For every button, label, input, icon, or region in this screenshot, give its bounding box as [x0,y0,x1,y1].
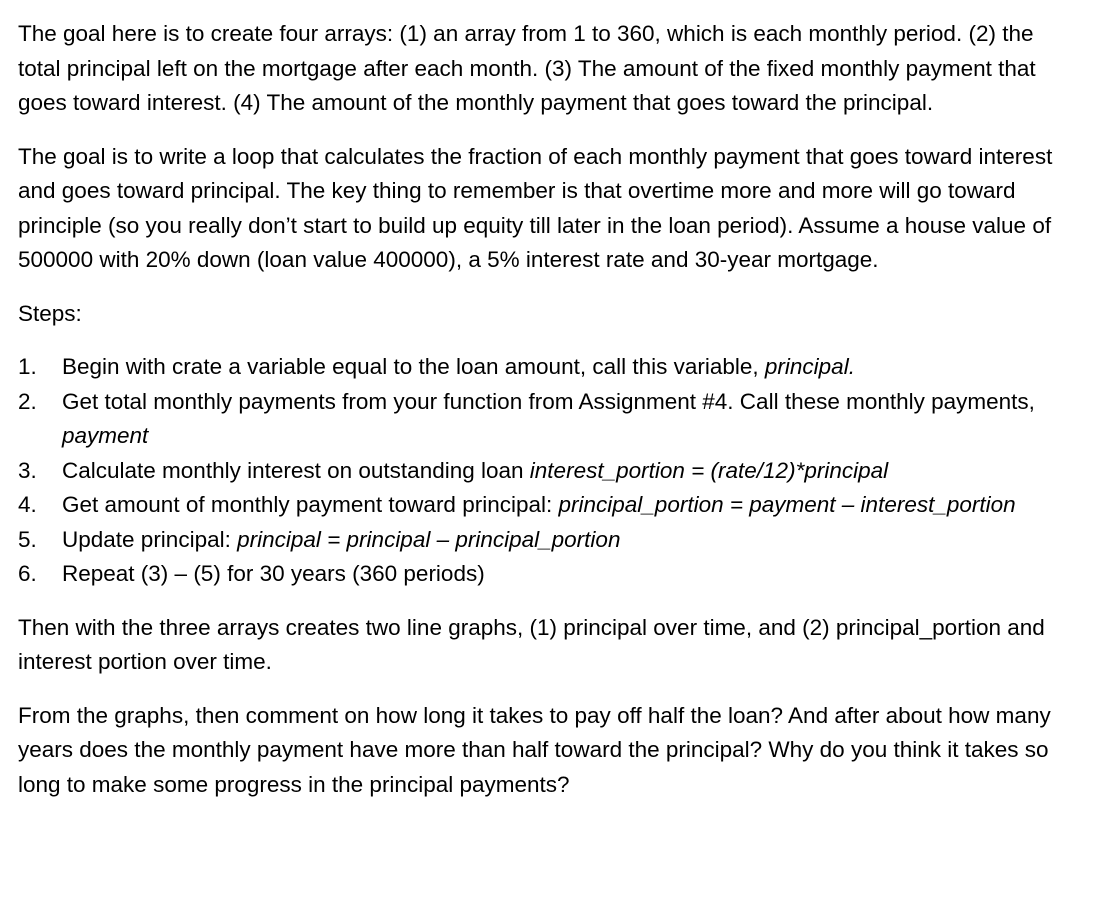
step-text: Repeat (3) – (5) for 30 years (360 periods) [62,561,485,586]
step-item [18,454,1062,489]
step-item [18,385,1062,454]
step-formula: interest_portion = (rate/12)*principal [529,457,889,483]
step-variable: payment [62,423,149,448]
questions-paragraph: From the graphs, then comment on how long it takes to pay off half the loan? And after about how many years does the monthly payment have more than half toward the principal? Why do you think it takes so long to make some progress in the principal payments? [18,702,1051,797]
step-text: Update principal: [62,526,238,552]
step-number: 2. [18,388,37,414]
step-text: Calculate monthly interest on outstanding loan [62,457,530,483]
step-number: 5. [18,526,37,552]
step-number: 4. [18,492,37,517]
step-number: 3. [18,457,37,483]
step-item [18,557,1062,592]
step-item [18,523,1062,558]
step-formula: principal_portion = payment – interest_portion [558,492,1016,517]
step-text: Begin with crate a variable equal to the loan amount, call this variable, [62,354,765,379]
step-item [18,488,1062,523]
steps-heading: Steps: [18,300,82,326]
step-text: Get amount of monthly payment toward principal: [62,492,559,517]
step-item [18,350,1062,385]
intro-paragraph: The goal here is to create four arrays: (1) an array from 1 to 360, which is each monthly period. (2) the total principal left on the mortgage after each month. (3) The amount of the fixed monthly payment that goes toward interest. (4) The amount of the monthly payment that goes toward the principal. [18,21,1036,115]
loop-paragraph: The goal is to write a loop that calculates the fraction of each monthly payment that goes toward interest and goes toward principal. The key thing to remember is that overtime more and more will go toward principle (so you really don’t start to build up equity till later in the loan period). Assume a house value of 500000 with 20% down (loan value 400000), a 5% interest rate and 30-year mortgage. [18,143,1053,272]
step-variable: principal. [764,354,855,379]
step-formula: principal = principal – principal_portion [237,526,621,552]
step-text: Get total monthly payments from your function from Assignment #4. Call these monthly payments, [62,388,1035,414]
steps-list [18,350,1062,592]
step-number: 6. [18,561,37,586]
graphs-paragraph: Then with the three arrays creates two line graphs, (1) principal over time, and (2) principal_portion and interest portion over time. [18,614,1045,674]
step-number: 1. [18,354,37,379]
